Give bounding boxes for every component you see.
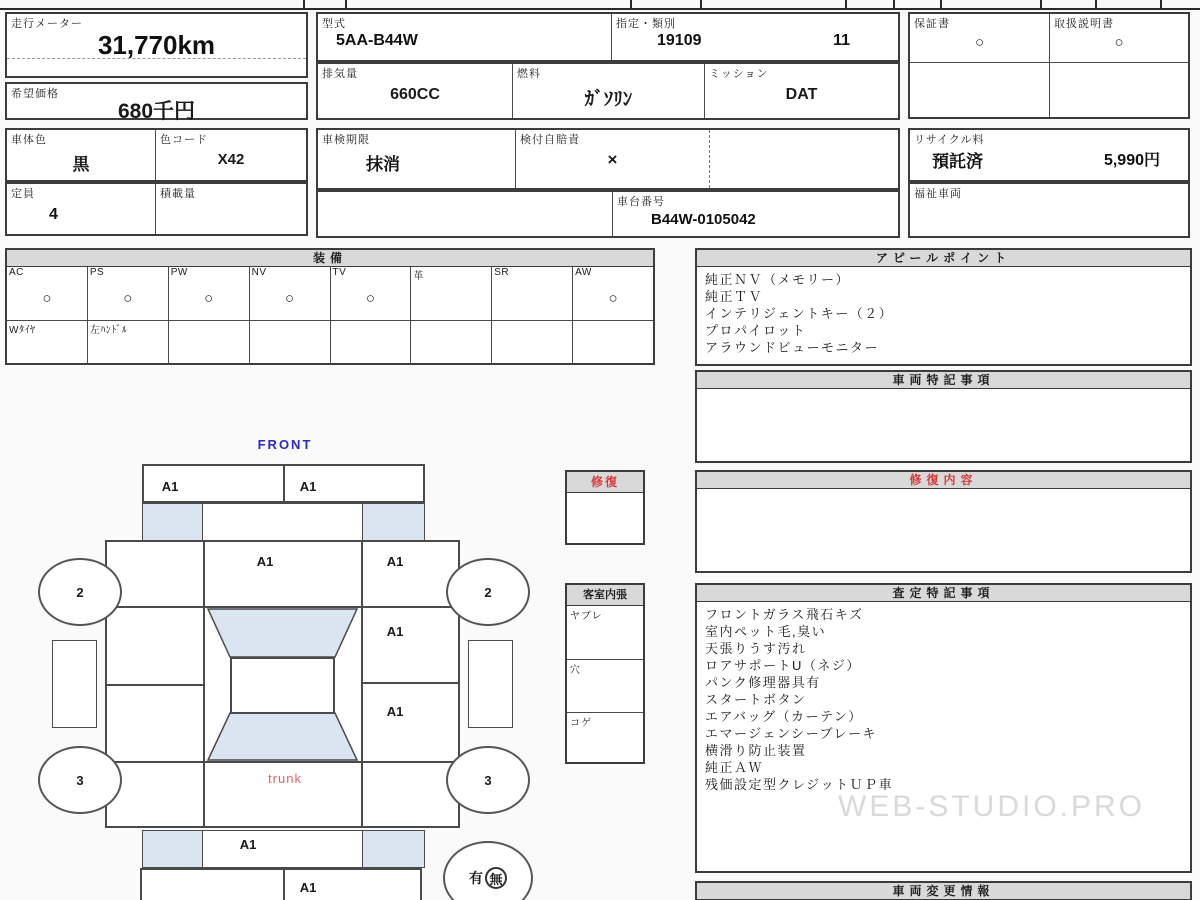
equipment-mark: ○ [365,290,375,307]
rear-window [208,713,357,760]
note-line: 純正ＴＶ [705,289,764,304]
grid-tick [893,0,895,8]
mark-hood: A1 [256,554,274,569]
equipment-mark: ○ [204,290,214,307]
front-direction-label: FRONT [257,437,313,452]
capacity-label: 定員 [11,188,35,200]
chassis-no-cell [612,192,898,236]
rear-bumper-divider [283,868,285,900]
equipment-note-cell [168,321,249,365]
right-side-door [468,640,513,728]
equipment-cell-NV [249,267,330,320]
grid-tick [1095,0,1097,8]
displacement-cell [318,64,512,118]
warranty-cell [910,14,1049,117]
headlight-left [142,503,203,541]
equipment-label: NV [251,267,267,278]
interior-row-穴 [567,659,643,712]
recycle-fee: 5,990円 [1103,152,1160,169]
equipment-mark: ○ [123,290,133,307]
color-code-value: X42 [217,151,245,168]
model-row [316,12,900,62]
body-color-label: 車体色 [11,134,47,146]
insurance-label: 検付自賠責 [520,134,580,146]
mark-right-quarter: A1 [386,704,404,719]
equipment-label: 革 [413,271,424,282]
equipment-cell-PW [168,267,249,320]
vehicle-notes-panel [695,370,1192,463]
appeal-title: アピールポイント [697,250,1190,267]
wheel-front-left: 2 [38,558,122,626]
repair-mini-title: 修復 [567,472,643,493]
note-line: プロパイロット [705,323,807,338]
mark-right-front-door: A1 [386,624,404,639]
designation-value-1: 19109 [657,32,702,49]
color-code-cell [155,130,306,180]
note-line: 純正ＡＷ [705,760,764,775]
chassis-empty-cell [318,192,612,236]
interior-row-label: ヤブレ [570,611,603,622]
repair-detail-panel [695,470,1192,573]
appeal-panel [695,248,1192,366]
model-code-cell [318,14,611,60]
manual-label: 取扱説明書 [1054,18,1114,30]
note-line: スタートボタン [705,692,807,707]
interior-row-コゲ [567,712,643,765]
equipment-cell-PS [87,267,168,320]
equipment-mark: ○ [42,290,52,307]
equipment-table [5,248,655,365]
note-line: フロントガラス飛石キズ [705,607,864,622]
mark-front-bumper-right: A1 [299,479,317,494]
right-side-divider [361,682,460,684]
interior-title: 客室内張 [567,585,643,606]
insurance-cell [515,130,709,188]
chassis-no-label: 車台番号 [617,196,665,208]
assessment-notes-panel [695,583,1192,873]
capacity-row [5,182,308,236]
displacement-value: 660CC [390,86,440,103]
recycle-label: リサイクル料 [914,134,985,146]
equipment-label: AW [575,267,592,278]
presence-none-label: 無 [485,867,507,889]
equipment-label: TV [332,267,347,278]
windshield [208,609,357,657]
equipment-label: AC [9,267,24,278]
note-line: アラウンドビューモニター [705,340,880,355]
price-box [5,82,308,123]
recycle-box [908,128,1190,182]
equipment-label: SR [494,267,510,278]
appeal-lines [697,267,1190,360]
equipment-cell-AC [7,267,87,320]
transmission-label: ミッション [709,68,769,80]
equipment-cell-革 [410,267,491,320]
grid-tick [345,0,347,8]
body-color-value: 黒 [72,155,90,174]
body-color-cell [7,130,155,180]
insurance-value: × [607,150,618,169]
manual-mark: ○ [1114,34,1124,51]
repair-detail-lines [697,489,1190,497]
interior-rows [567,606,643,765]
equipment-note-cell [7,321,87,365]
model-code-label: 型式 [322,18,346,30]
mark-right-fender: A1 [386,554,404,569]
wheel-rear-right: 3 [446,746,530,814]
vehicle-notes-title: 車両特記事項 [697,372,1190,389]
designation-cell [611,14,898,60]
transmission-value: DAT [785,86,818,103]
warranty-mark: ○ [974,34,985,51]
trunk-label: trunk [268,771,302,786]
presence-circle [443,841,533,900]
note-line: 室内ペット毛,臭い [705,624,827,639]
equipment-note-cell [87,321,168,365]
model-code-value: 5AA-B44W [336,32,418,49]
equipment-cell-TV [330,267,411,320]
manual-cell [1049,14,1188,117]
roof [230,657,335,714]
watermark: WEB-STUDIO.PRO [838,790,1146,823]
equipment-label: PS [89,267,105,278]
rear-gate [202,830,363,868]
equipment-mark: ○ [285,290,295,307]
price-value: 680千円 [117,100,196,123]
note-line: パンク修理器具有 [705,675,821,690]
wheel-front-right: 2 [446,558,530,626]
engine-row [316,62,900,120]
note-line: 純正ＮＶ（メモリー） [705,272,851,287]
welfare-label: 福祉車両 [914,188,962,200]
grid-tick [845,0,847,8]
load-cell [155,184,306,234]
note-line: エマージェンシーブレーキ [705,726,877,741]
equipment-mark: ○ [608,290,618,307]
interior-row-label: コゲ [570,718,592,729]
mark-rear-gate: A1 [239,837,257,852]
assessment-notes-title: 査定特記事項 [697,585,1190,602]
rear-bumper [140,868,422,900]
equipment-note: Wﾀｲﾔ [9,325,36,336]
interior-row-label: 穴 [570,665,581,676]
grid-tick [303,0,305,8]
wheel-rear-left: 3 [38,746,122,814]
fuel-label: 燃料 [517,68,541,80]
chassis-row [316,190,900,238]
headlight-right [362,503,425,541]
equipment-cell-AW [572,267,653,320]
equipment-note: 左ﾊﾝﾄﾞﾙ [89,325,128,336]
odometer-box [5,12,308,78]
note-line: ロアサポートU（ネジ） [705,658,861,673]
color-code-label: 色コード [160,134,208,146]
left-side-door [52,640,97,728]
taillight-right [362,830,425,868]
equipment-notes-row [7,321,653,365]
designation-label: 指定・類別 [616,18,676,30]
grid-tick [1160,0,1162,8]
note-line: 残価設定型クレジットＵＰ車 [705,777,894,792]
capacity-cell [7,184,155,234]
inspection-row [316,128,900,190]
repair-mini-box [565,470,645,545]
repair-detail-title: 修復内容 [697,472,1190,489]
front-bumper-divider [283,464,285,503]
equipment-note-cell [249,321,330,365]
capacity-value: 4 [49,206,58,223]
equipment-marks-row [7,267,653,321]
presence-has-label: 有 [469,870,483,886]
change-info-title: 車両変更情報 [697,883,1190,900]
front-grille [202,503,363,541]
color-row [5,128,308,182]
transmission-cell [704,64,898,118]
change-info-panel [695,881,1192,900]
inspection-label: 車検期限 [322,134,370,146]
fuel-cell [512,64,704,118]
assessment-notes-lines [697,602,1190,797]
interior-box [565,583,645,764]
inspection-value: 抹消 [366,155,400,174]
designation-value-2: 11 [833,32,850,49]
price-label: 希望価格 [11,88,59,100]
grid-tick [700,0,702,8]
note-line: エアバッグ（カーテン） [705,709,863,724]
note-line: 横滑り防止装置 [705,743,807,758]
inspection-extra-cell [709,130,898,188]
grid-tick [1040,0,1042,8]
warranty-label: 保証書 [914,18,950,30]
equipment-note-cell [572,321,653,365]
recycle-status: 預託済 [932,152,983,171]
equipment-note-cell [410,321,491,365]
chassis-no-value: B44W-0105042 [651,211,756,228]
displacement-label: 排気量 [322,68,358,80]
left-side-divider [105,684,205,686]
inspection-cell [318,130,515,188]
fuel-value: ｶﾞｿﾘﾝ [584,89,633,110]
note-line: 天張りうす汚れ [705,641,807,656]
grid-tick [630,0,632,8]
equipment-title: 装備 [7,250,653,267]
mark-front-bumper-left: A1 [161,479,179,494]
equipment-note-cell [330,321,411,365]
mark-rear-bumper-right: A1 [299,880,317,895]
load-label: 積載量 [160,188,196,200]
equipment-cell-SR [491,267,572,320]
documents-box [908,12,1190,119]
grid-tick [940,0,942,8]
welfare-box [908,182,1190,238]
equipment-note-cell [491,321,572,365]
top-row-sliver [0,0,1200,10]
interior-row-ヤブレ [567,606,643,659]
equipment-label: PW [170,267,188,278]
vehicle-notes-lines [697,389,1190,397]
note-line: インテリジェントキー（２） [705,306,894,321]
odometer-label: 走行メーター [11,18,83,30]
odometer-value: 31,770km [97,30,216,60]
taillight-left [142,830,203,868]
